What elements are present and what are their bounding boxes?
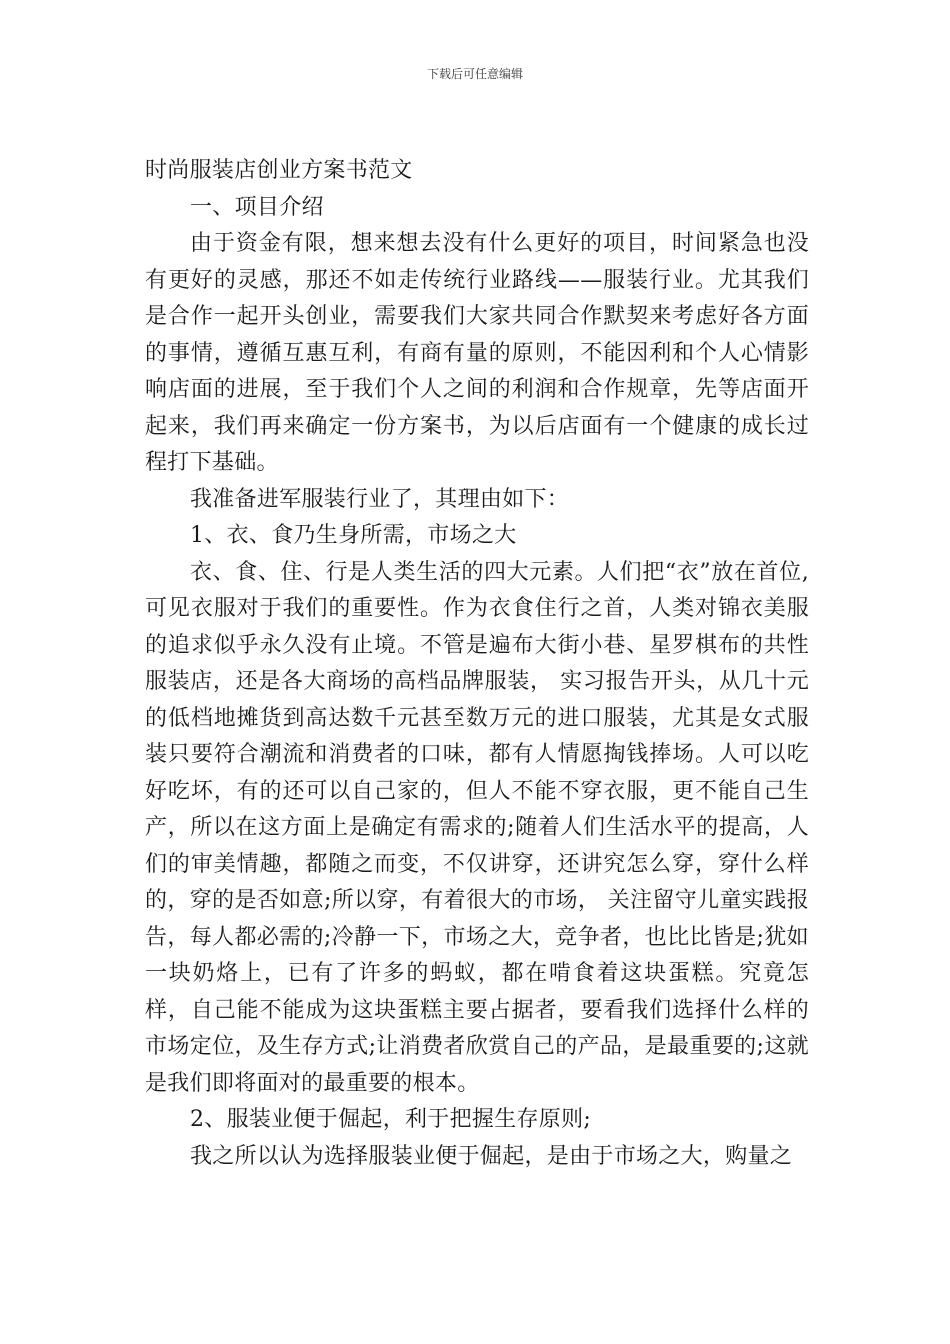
paragraph-reasons-lead: 我准备进军服装行业了，其理由如下： bbox=[190, 486, 570, 512]
paragraph-intro: 由于资金有限，想来想去没有什么更好的项目，时间紧急也没有更好的灵感，那还不如走传统行业路线——服装行业。尤其我们是合作一起开头创业，需要我们大家共同合作默契来考虑好各方面的事情，遵循互惠互利，有商有量的原则，不能因利和个人心情影响店面的进展，至于我们个人之间的利润和合作规章，先等店面开起来，我们再来确定一份方案书，为以后店面有一个健康的成长过程打下基础。 bbox=[145, 231, 809, 475]
paragraph-reason-1-body: 衣、食、住、行是人类生活的四大元素。人们把“衣”放在首位,可见衣服对于我们的重要性。作为衣食住行之首，人类对锦衣美服的追求似乎永久没有止境。不管是遍布大街小巷、星罗棋布的共性服装店，还是各大商场的高档品牌服装， 实习报告开头，从几十元的低档地摊货到高达数千元甚至数万元的进口服装，尤其是女式服装只要符合潮流和消费者的口味，都有人情愿掏钱捧场。人可以吃好吃坏，有的还可以自己家的，但人不能不穿衣服，更不能自己生产，所以在这方面上是确定有需求的;随着人们生活水平的提高，人们的审美情趣，都随之而变，不仅讲穿，还讲究怎么穿，穿什么样的，穿的是否如意;所以穿，有着很大的市场， 关注留守儿童实践报告，每人都必需的;冷静一下，市场之大，竞争者，也比比皆是;犹如一块奶烙上，已有了许多的蚂蚁，都在啃食着这块蛋糕。究竟怎样，自己能不能成为这块蛋糕主要占据者，要看我们选择什么样的市场定位，及生存方式;让消费者欣赏自己的产品，是最重要的;这就是我们即将面对的最重要的根本。 bbox=[145, 559, 809, 1096]
page-header-note: 下载后可任意编辑 bbox=[426, 67, 523, 81]
subheading-reason-2: 2、服装业便于倔起，利于把握生存原则; bbox=[190, 1107, 592, 1132]
document-body bbox=[145, 153, 809, 1175]
document-title: 时尚服装店创业方案书范文 bbox=[145, 158, 413, 183]
subheading-reason-1: 1、衣、食乃生身所需，市场之大 bbox=[190, 523, 517, 548]
section-heading-project-intro: 一、项目介绍 bbox=[190, 194, 324, 220]
paragraph-reason-2-body: 我之所以认为选择服装业便于倔起，是由于市场之大，购量之 bbox=[190, 1143, 793, 1169]
